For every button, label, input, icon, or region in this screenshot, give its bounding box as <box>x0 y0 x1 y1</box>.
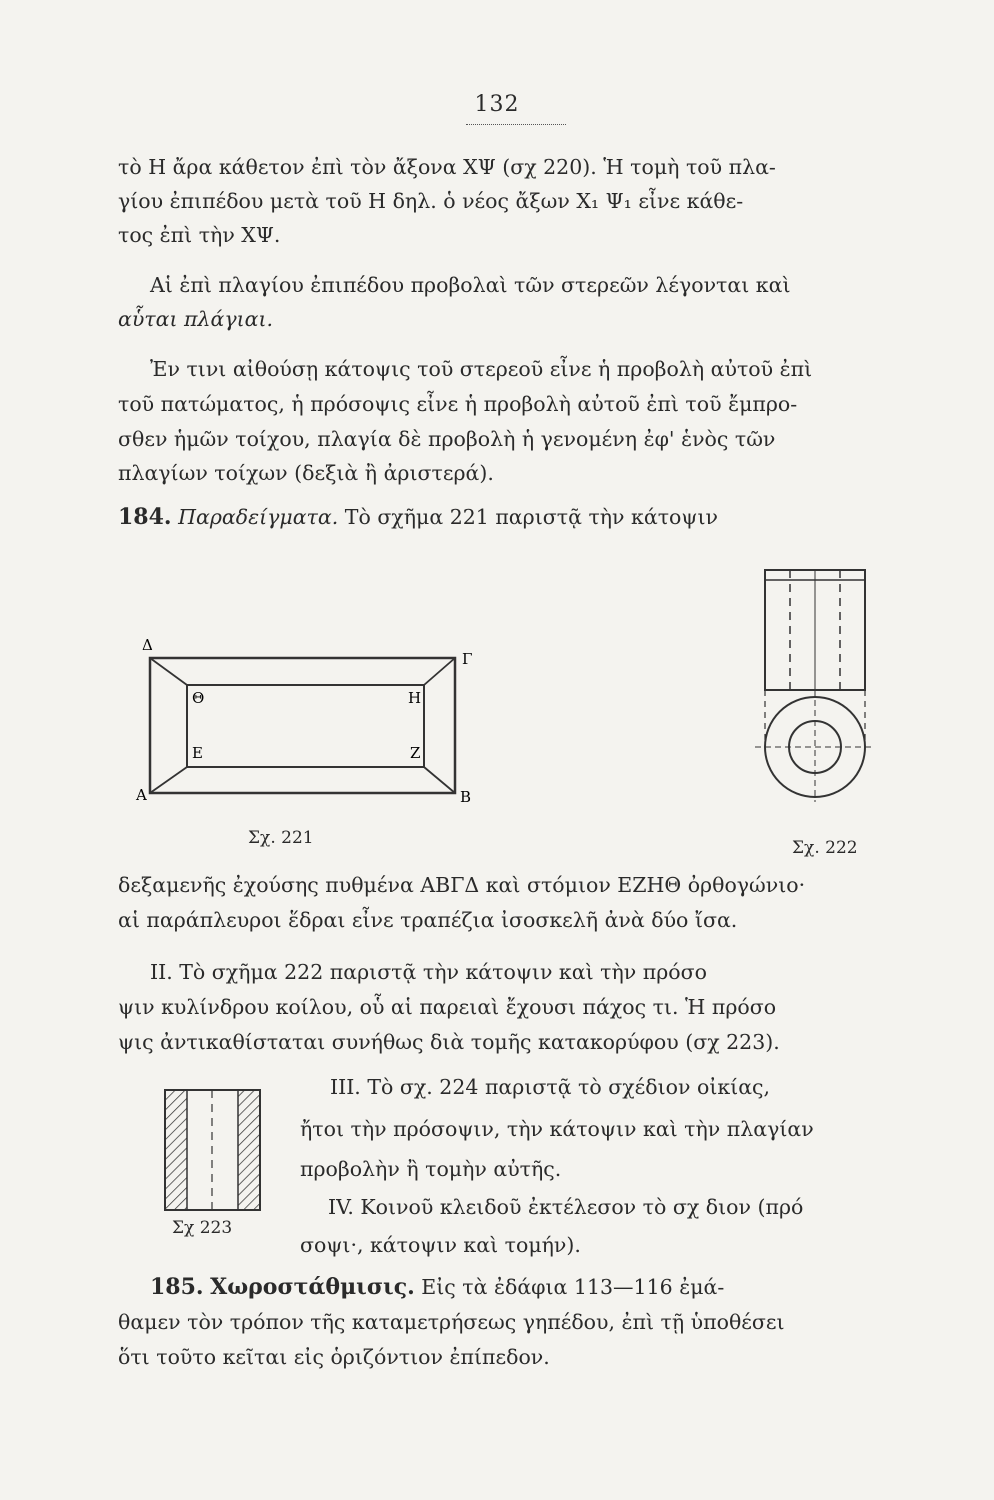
fig221-label-B: Β <box>460 788 472 805</box>
section-184-heading <box>118 500 908 534</box>
fig221-label-E: Ε <box>192 744 203 762</box>
figure-223 <box>160 1085 265 1215</box>
text-line: ψις ἀντικαθίσταται συνήθως διὰ τομῆς κατακορύφου (σχ 223). <box>118 1030 780 1054</box>
fig221-edge <box>150 767 187 793</box>
text-line: Αἱ ἐπὶ πλαγίου ἐπιπέδου προβολαὶ τῶν στερεῶν λέγονται καὶ <box>150 273 791 297</box>
fig221-label-H: Η <box>408 689 422 707</box>
fig221-edge <box>150 658 187 685</box>
text-line: γίου ἐπιπέδου μετὰ τοῦ Η δηλ. ὁ νέος ἄξων Χ₁ Ψ₁ εἶνε κάθε- <box>118 189 744 213</box>
fig223-left-wall <box>165 1090 187 1210</box>
text-line: αὗται πλάγιαι. <box>118 307 274 331</box>
fig221-label-Z: Ζ <box>410 744 421 762</box>
fig221-label-A: Α <box>136 786 147 804</box>
text-line: προβολὴν ἢ τομὴν αὐτῆς. <box>300 1157 562 1181</box>
fig221-label-D: Δ <box>142 636 153 654</box>
figure-223-caption: Σχ 223 <box>172 1218 233 1238</box>
text-line: θαμεν τὸν τρόπον τῆς καταμετρήσεως γηπέδου, ἐπὶ τῇ ὑποθέσει <box>118 1310 785 1334</box>
figure-221-caption: Σχ. 221 <box>248 828 314 848</box>
page-number: 132 <box>474 92 520 117</box>
fig221-label-G: Γ <box>462 650 473 668</box>
section-185-number: 185. <box>150 1274 204 1300</box>
section-184-text: Τὸ σχῆμα 221 παριστᾷ τὴν κάτοψιν <box>344 505 718 529</box>
page-number-rule <box>466 124 566 125</box>
fig223-right-wall <box>238 1090 260 1210</box>
text-line: ὅτι τοῦτο κεῖται εἰς ὁριζόντιον ἐπίπεδον. <box>118 1345 550 1369</box>
text-line: ΙΙΙ. Τὸ σχ. 224 παριστᾷ τὸ σχέδιον οἰκίας, <box>330 1075 771 1099</box>
text-line: σθεν ἡμῶν τοίχου, πλαγία δὲ προβολὴ ἡ γενομένη ἐφ' ἑνὸς τῶν <box>118 427 776 451</box>
text-line: τὸ Η ἄρα κάθετον ἐπὶ τὸν ἄξονα ΧΨ (σχ 220). Ἡ τομὴ τοῦ πλα- <box>118 155 776 179</box>
figure-222 <box>750 562 880 812</box>
figure-222-caption: Σχ. 222 <box>792 838 858 858</box>
section-185-title: Χωροστάθμισις. <box>210 1274 415 1300</box>
text-line: ἤτοι τὴν πρόσοψιν, τὴν κάτοψιν καὶ τὴν πλαγίαν <box>300 1117 814 1141</box>
text-line: ΙΙ. Τὸ σχῆμα 222 παριστᾷ τὴν κάτοψιν καὶ τὴν πρόσο <box>150 960 707 984</box>
section-185-heading <box>150 1270 940 1304</box>
section-184-number: 184. <box>118 504 172 530</box>
text-line: πλαγίων τοίχων (δεξιὰ ἢ ἀριστερά). <box>118 461 494 485</box>
fig221-edge <box>424 767 455 793</box>
text-line: αἱ παράπλευροι ἕδραι εἶνε τραπέζια ἰσοσκελῆ ἀνὰ δύο ἴσα. <box>118 908 738 932</box>
fig221-inner-rect <box>187 685 424 767</box>
figure-221 <box>130 630 490 805</box>
text-line: σοψι·, κάτοψιν καὶ τομήν). <box>300 1233 581 1257</box>
fig221-outer-rect <box>150 658 455 793</box>
text-line: ψιν κυλίνδρου κοίλου, οὗ αἱ παρειαὶ ἔχουσι πάχος τι. Ἡ πρόσο <box>118 995 777 1019</box>
text-line: δεξαμενῆς ἐχούσης πυθμένα ΑΒΓΔ καὶ στόμιον ΕΖΗΘ ὀρθογώνιο· <box>118 873 806 897</box>
fig221-edge <box>424 658 455 685</box>
text-line: Ἐν τινι αἰθούσῃ κάτοψις τοῦ στερεοῦ εἶνε ἡ προβολὴ αὐτοῦ ἐπὶ <box>150 357 813 381</box>
fig221-label-Th: Θ <box>192 689 205 707</box>
text-line: ΙV. Κοινοῦ κλειδοῦ ἐκτέλεσον τὸ σχ διον (πρό <box>328 1195 804 1219</box>
section-184-title: Παραδείγματα. <box>178 505 339 529</box>
text-line: τος ἐπὶ τὴν ΧΨ. <box>118 223 281 247</box>
section-185-text: Εἰς τὰ ἐδάφια 113—116 ἐμά- <box>421 1275 725 1299</box>
text-line: τοῦ πατώματος, ἡ πρόσοψις εἶνε ἡ προβολὴ αὐτοῦ ἐπὶ τοῦ ἔμπρο- <box>118 392 798 416</box>
